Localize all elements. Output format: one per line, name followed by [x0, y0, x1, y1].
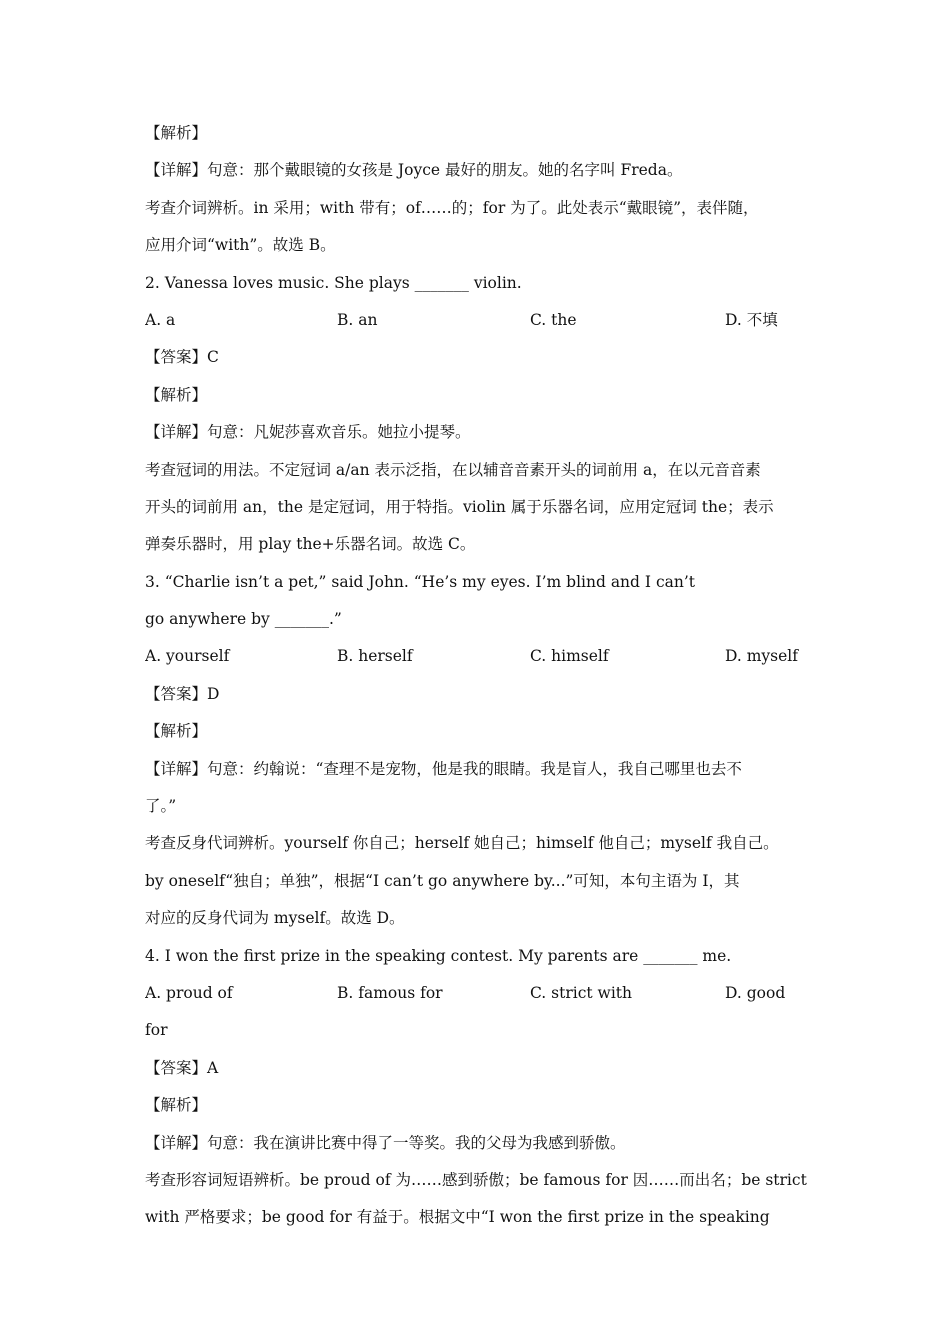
text-line: with 严格要求；be good for 有益于。根据文中“I won the first prize in the speaking	[145, 1208, 770, 1227]
answer-option: B. an	[337, 310, 378, 329]
text-line: 考查介词辨析。in 采用；with 带有；of……的；for 为了。此处表示“戴眼镜”，表伴随，	[145, 198, 759, 217]
answer-option: C. strict with	[530, 983, 632, 1002]
text-line: 弹奏乐器时，用 play the+乐器名词。故选 C。	[145, 535, 476, 554]
text-line: by oneself“独自；单独”，根据“I can’t go anywhere by...”可知，本句主语为 I，其	[145, 871, 740, 890]
answer-option: A. a	[145, 310, 176, 329]
answer-options	[145, 638, 835, 675]
answer-option: C. himself	[530, 647, 609, 666]
answer-option: A. proud of	[145, 983, 233, 1002]
text-line: go anywhere by _______.”	[145, 610, 342, 629]
document-body	[145, 115, 835, 1237]
text-line: 2. Vanessa loves music. She plays _______ violin.	[145, 273, 522, 292]
text-line: 考查形容词短语辨析。be proud of 为……感到骄傲；be famous for 因……而出名；be strict	[145, 1170, 807, 1189]
text-line: 【解析】	[145, 1096, 208, 1115]
text-line: 【详解】句意：约翰说：“查理不是宠物，他是我的眼睛。我是盲人，我自己哪里也去不	[145, 759, 742, 778]
text-line: 【解析】	[145, 385, 208, 404]
text-line: 对应的反身代词为 myself。故选 D。	[145, 909, 405, 928]
text-line: 【详解】句意：那个戴眼镜的女孩是 Joyce 最好的朋友。她的名字叫 Freda。	[145, 161, 683, 180]
text-line: 【解析】	[145, 124, 208, 142]
answer-option: D. myself	[725, 647, 799, 666]
text-line: 【答案】A	[145, 1058, 219, 1077]
text-line: 【答案】D	[145, 684, 220, 703]
answer-options	[145, 975, 835, 1012]
text-line: 【详解】句意：凡妮莎喜欢音乐。她拉小提琴。	[145, 423, 471, 442]
answer-option: D. good	[725, 983, 786, 1002]
answer-option: B. famous for	[337, 983, 443, 1002]
text-line: 考查冠词的用法。不定冠词 a/an 表示泛指，在以辅音音素开头的词前用 a，在以元音音素	[145, 460, 761, 479]
text-line: 【解析】	[145, 722, 208, 741]
answer-option: C. the	[530, 310, 577, 329]
answer-options	[145, 302, 835, 339]
text-line: 【答案】C	[145, 348, 219, 367]
text-line: for	[145, 1021, 168, 1040]
answer-option: D. 不填	[725, 310, 778, 329]
text-line: 开头的词前用 an，the 是定冠词，用于特指。violin 属于乐器名词，应用定冠词 the；表示	[145, 497, 774, 516]
text-line: 3. “Charlie isn’t a pet,” said John. “He’s my eyes. I’m blind and I can’t	[145, 572, 696, 591]
text-line: 考查反身代词辨析。yourself 你自己；herself 她自己；himself 他自己；myself 我自己。	[145, 834, 779, 853]
answer-option: B. herself	[337, 647, 413, 666]
text-line: 4. I won the first prize in the speaking contest. My parents are _______ me.	[145, 946, 732, 965]
text-line: 了。”	[145, 797, 177, 816]
answer-option: A. yourself	[145, 647, 230, 666]
text-line: 【详解】句意：我在演讲比赛中得了一等奖。我的父母为我感到骄傲。	[145, 1133, 626, 1152]
text-line: 应用介词“with”。故选 B。	[145, 236, 336, 255]
